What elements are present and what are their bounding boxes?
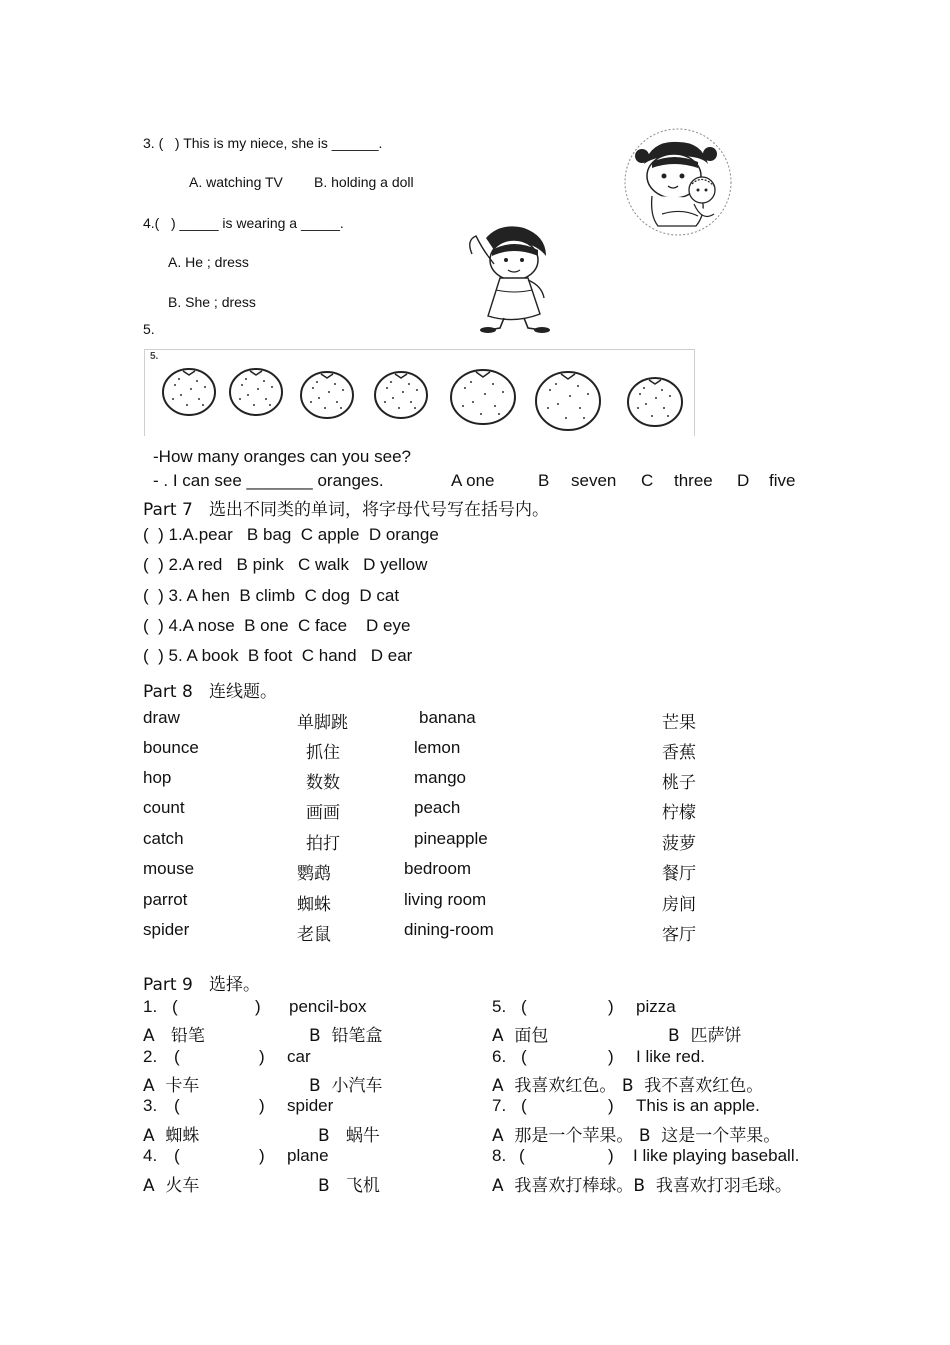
girl-in-dress-illustration xyxy=(458,220,554,334)
part8-chinese-meaning: 芒果 xyxy=(662,713,696,733)
part9-answer-paren-open: ( xyxy=(174,1047,180,1066)
part9-word: This is an apple. xyxy=(636,1096,760,1115)
part9-answer-paren-open: ( xyxy=(174,1096,180,1115)
q4-option-b: B. She ; dress xyxy=(168,294,256,310)
part8-fruit-word: peach xyxy=(414,798,461,817)
part9-answer-paren-close: ) xyxy=(608,1047,614,1066)
part8-chinese-meaning: 拍打 xyxy=(306,834,340,854)
q5-answer: - . I can see _______ oranges. xyxy=(153,471,384,490)
q5-number: 5. xyxy=(143,321,155,337)
part9-answer-paren-close: ) xyxy=(259,1096,265,1115)
part8-fruit-word: banana xyxy=(419,708,476,727)
part9-question-number: 4. xyxy=(143,1146,158,1165)
part9-word: pizza xyxy=(636,997,676,1016)
part7-item: ( ) 5. A book B foot C hand D ear xyxy=(143,646,413,665)
part9-option-b: B 飞机 xyxy=(318,1176,380,1196)
part9-answer-paren-close: ) xyxy=(608,997,614,1016)
part9-option-a: A 火车 xyxy=(143,1176,200,1196)
orange-icon xyxy=(228,365,284,417)
girl-holding-doll-illustration xyxy=(622,126,734,238)
part9-option-b: B 铅笔盒 xyxy=(309,1026,383,1046)
part9-options: A 我喜欢打棒球。B 我喜欢打羽毛球。 xyxy=(492,1176,792,1196)
q5-option-b-text: seven xyxy=(571,471,617,490)
part9-title: Part 9 选择。 xyxy=(143,975,260,995)
part9-answer-paren-open: ( xyxy=(521,997,527,1016)
q4-option-a: A. He ; dress xyxy=(168,254,249,270)
part8-chinese-meaning: 单脚跳 xyxy=(297,713,348,733)
part8-noun: spider xyxy=(143,920,190,939)
part9-options: A 我喜欢红色。 B 我不喜欢红色。 xyxy=(492,1076,764,1096)
part9-question-number: 3. xyxy=(143,1096,158,1115)
part9-answer-paren-open: ( xyxy=(519,1146,525,1165)
part9-answer-paren-open: ( xyxy=(521,1047,527,1066)
part8-chinese-meaning: 柠檬 xyxy=(662,803,696,823)
part8-chinese-meaning: 数数 xyxy=(306,773,340,793)
part8-verb: hop xyxy=(143,768,172,787)
orange-icon xyxy=(449,366,517,426)
part9-option-b: B 小汽车 xyxy=(309,1076,383,1096)
part8-room-word: living room xyxy=(404,890,487,909)
part8-chinese-meaning: 抓住 xyxy=(306,743,340,763)
part8-chinese-meaning: 桃子 xyxy=(662,773,696,793)
orange-icon xyxy=(534,368,602,432)
q5-option-d-text: five xyxy=(769,471,796,490)
orange-icon xyxy=(161,365,217,417)
part9-word: spider xyxy=(287,1096,334,1115)
part8-chinese-meaning: 餐厅 xyxy=(662,864,696,884)
part8-chinese-meaning: 老鼠 xyxy=(297,925,331,945)
part8-verb: catch xyxy=(143,829,184,848)
part8-chinese-meaning: 蜘蛛 xyxy=(297,895,331,915)
part9-word: plane xyxy=(287,1146,329,1165)
q5-option-b-letter: B xyxy=(538,471,550,490)
part9-word: pencil-box xyxy=(289,997,367,1016)
part8-noun: parrot xyxy=(143,890,188,909)
part8-fruit-word: mango xyxy=(414,768,466,787)
oranges-picture xyxy=(144,349,695,436)
q5-option-d-letter: D xyxy=(737,471,750,490)
q4-stem: 4.( ) _____ is wearing a _____. xyxy=(143,215,344,231)
part7-item: ( ) 4.A nose B one C face D eye xyxy=(143,616,411,635)
part8-verb: count xyxy=(143,798,185,817)
part9-answer-paren-open: ( xyxy=(521,1096,527,1115)
part9-option-a: A 面包 xyxy=(492,1026,549,1046)
part9-answer-paren-close: ) xyxy=(255,997,261,1016)
part8-chinese-meaning: 鹦鹉 xyxy=(297,864,331,884)
part9-question-number: 6. xyxy=(492,1047,507,1066)
part8-chinese-meaning: 画画 xyxy=(306,803,340,823)
part7-item: ( ) 2.A red B pink C walk D yellow xyxy=(143,555,428,574)
q5-option-c-text: three xyxy=(674,471,713,490)
part9-question-number: 5. xyxy=(492,997,507,1016)
part9-question-number: 2. xyxy=(143,1047,158,1066)
q5-question: -How many oranges can you see? xyxy=(153,447,411,466)
part8-fruit-word: pineapple xyxy=(414,829,488,848)
part9-word: I like playing baseball. xyxy=(633,1146,800,1165)
oranges-picture-number: 5. xyxy=(150,351,159,362)
part7-item: ( ) 3. A hen B climb C dog D cat xyxy=(143,586,400,605)
orange-icon xyxy=(626,374,684,428)
orange-icon xyxy=(373,368,429,420)
part8-chinese-meaning: 香蕉 xyxy=(662,743,696,763)
q5-option-a: A one xyxy=(451,471,495,490)
part9-answer-paren-open: ( xyxy=(174,1146,180,1165)
part9-question-number: 7. xyxy=(492,1096,507,1115)
part8-chinese-meaning: 菠萝 xyxy=(662,834,696,854)
part9-answer-paren-close: ) xyxy=(608,1096,614,1115)
part9-answer-paren-open: ( xyxy=(172,997,178,1016)
part9-option-a: A 卡车 xyxy=(143,1076,200,1096)
part8-chinese-meaning: 房间 xyxy=(662,895,696,915)
q3-option-a: A. watching TV xyxy=(189,174,283,190)
q3-option-b: B. holding a doll xyxy=(314,174,414,190)
q3-stem: 3. ( ) This is my niece, she is ______. xyxy=(143,135,383,151)
part9-answer-paren-close: ) xyxy=(608,1146,614,1165)
part8-chinese-meaning: 客厅 xyxy=(662,925,696,945)
part9-options: A 那是一个苹果。 B 这是一个苹果。 xyxy=(492,1126,781,1146)
part9-word: car xyxy=(287,1047,311,1066)
part9-question-number: 1. xyxy=(143,997,158,1016)
part8-room-word: bedroom xyxy=(404,859,472,878)
part8-title: Part 8 连线题。 xyxy=(143,682,277,702)
part9-word: I like red. xyxy=(636,1047,705,1066)
part9-option-b: B 匹萨饼 xyxy=(668,1026,742,1046)
q5-option-c-letter: C xyxy=(641,471,654,490)
part8-fruit-word: lemon xyxy=(414,738,461,757)
part9-question-number: 8. xyxy=(492,1146,507,1165)
part9-option-a: A 蜘蛛 xyxy=(143,1126,200,1146)
part9-option-b: B 蜗牛 xyxy=(318,1126,380,1146)
part8-verb: bounce xyxy=(143,738,199,757)
part9-option-a: A 铅笔 xyxy=(143,1026,205,1046)
part9-answer-paren-close: ) xyxy=(259,1047,265,1066)
orange-icon xyxy=(299,368,355,420)
part7-item: ( ) 1.A.pear B bag C apple D orange xyxy=(143,525,439,544)
part8-room-word: dining-room xyxy=(404,920,494,939)
part8-noun: mouse xyxy=(143,859,195,878)
part7-title: Part 7 选出不同类的单词，将字母代号写在括号内。 xyxy=(143,500,549,520)
part9-answer-paren-close: ) xyxy=(259,1146,265,1165)
part8-verb: draw xyxy=(143,708,180,727)
